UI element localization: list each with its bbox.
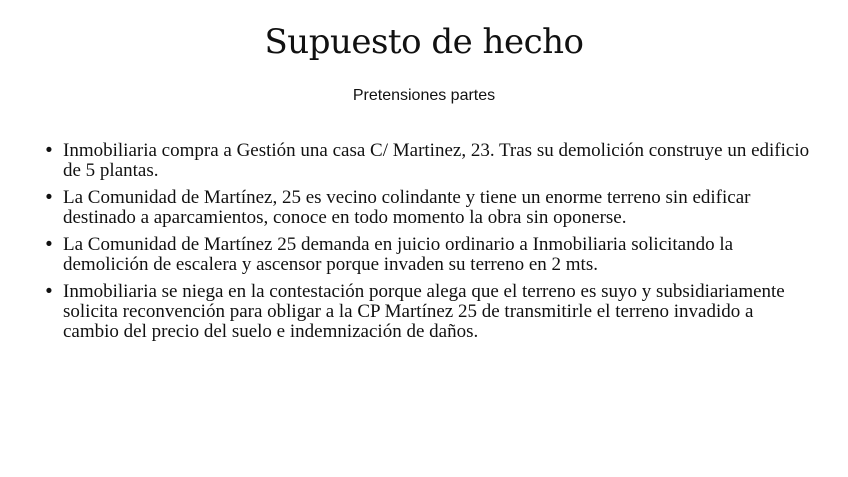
bullet-dot-icon: • — [45, 234, 53, 255]
bullet-item — [43, 188, 813, 228]
bullet-item — [43, 282, 813, 342]
bullet-dot-icon: • — [45, 281, 53, 302]
slide-subtitle: Pretensiones partes — [352, 87, 496, 104]
bullet-text: La Comunidad de Martínez 25 demanda en juicio ordinario a Inmobiliaria solicitando la demolición de escalera y ascensor porque invaden su terreno en 2 mts. — [63, 234, 734, 275]
bullet-dot-icon: • — [45, 140, 53, 161]
bullet-item — [43, 141, 813, 181]
bullet-dot-icon: • — [45, 187, 53, 208]
bullet-item — [43, 235, 813, 275]
bullet-text: La Comunidad de Martínez, 25 es vecino colindante y tiene un enorme terreno sin edificar destinado a aparcamientos, conoce en todo momento la obra sin oponerse. — [63, 187, 751, 228]
bullet-text: Inmobiliaria se niega en la contestación porque alega que el terreno es suyo y subsidiariamente solicita reconvención para obligar a la CP Martínez 25 de transmitirle el terreno invadido a cambio del precio del suelo e indemnización de daños. — [63, 281, 785, 342]
slide-title: Supuesto de hecho — [264, 22, 584, 62]
bullet-text: Inmobiliaria compra a Gestión una casa C/ Martinez, 23. Tras su demolición construye un edificio de 5 plantas. — [63, 140, 810, 181]
bullet-list — [43, 141, 813, 349]
